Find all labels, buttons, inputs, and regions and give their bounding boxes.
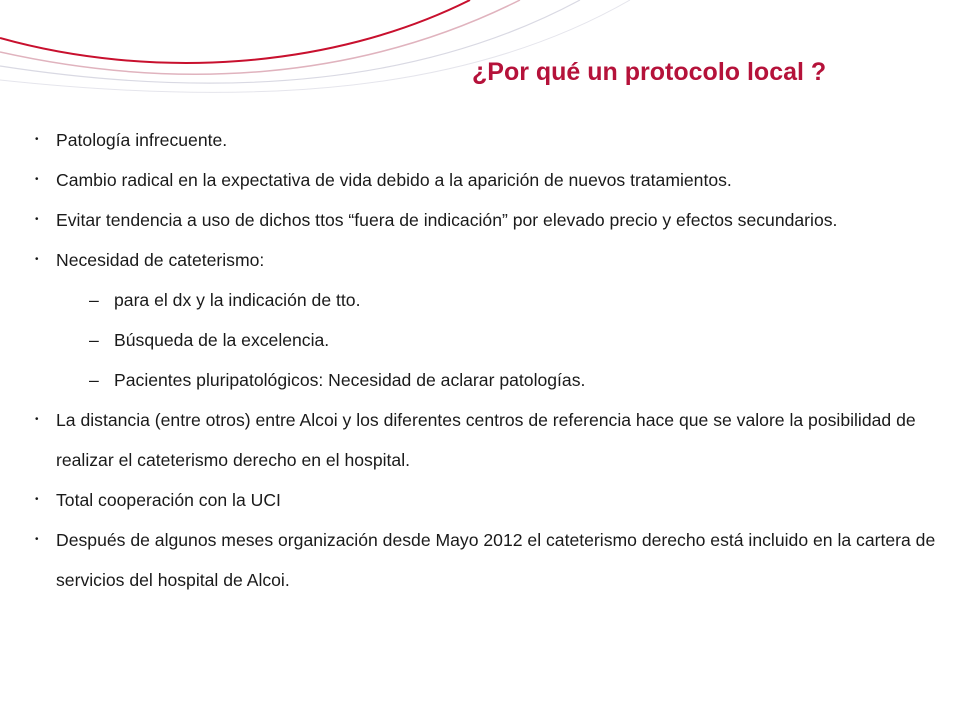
bullet-text: Después de algunos meses organización desde Mayo 2012 el cateterismo derecho está incluido en la cartera de servicios del hospital de Alcoi. xyxy=(56,530,936,590)
slide-title: ¿Por qué un protocolo local ? xyxy=(472,58,827,86)
bullet-text: Cambio radical en la expectativa de vida debido a la aparición de nuevos tratamientos. xyxy=(56,170,732,190)
bullet-marker: • xyxy=(35,214,39,225)
bullet-item xyxy=(34,240,954,280)
bullet-marker: • xyxy=(35,254,39,265)
bullet-marker: • xyxy=(35,414,39,425)
header-swoosh-decoration xyxy=(0,0,960,110)
bullet-text: Patología infrecuente. xyxy=(56,130,228,150)
bullet-item xyxy=(34,400,954,480)
bullet-item xyxy=(34,480,954,520)
bullet-text: Evitar tendencia a uso de dichos ttos “fuera de indicación” por elevado precio y efectos secundarios. xyxy=(56,210,838,230)
bullet-text: Total cooperación con la UCI xyxy=(56,490,281,510)
sub-bullet-item xyxy=(34,360,954,400)
sub-bullet-item xyxy=(34,280,954,320)
bullet-marker: • xyxy=(35,534,39,545)
sub-bullet-text: Búsqueda de la excelencia. xyxy=(114,330,330,350)
bullet-item xyxy=(34,120,954,160)
bullet-list xyxy=(34,120,954,600)
sub-bullet-text: Pacientes pluripatológicos: Necesidad de aclarar patologías. xyxy=(114,370,586,390)
sub-bullet-text: para el dx y la indicación de tto. xyxy=(114,290,361,310)
bullet-text: La distancia (entre otros) entre Alcoi y los diferentes centros de referencia hace que se valore la posibilidad de realizar el cateterismo derecho en el hospital. xyxy=(56,410,916,470)
bullet-text: Necesidad de cateterismo: xyxy=(56,250,265,270)
bullet-item xyxy=(34,200,954,240)
dash-marker: – xyxy=(89,370,99,390)
dash-marker: – xyxy=(89,290,99,310)
bullet-item xyxy=(34,160,954,200)
slide-body xyxy=(34,120,954,600)
bullet-marker: • xyxy=(35,494,39,505)
bullet-item xyxy=(34,520,954,600)
dash-marker: – xyxy=(89,330,99,350)
bullet-marker: • xyxy=(35,134,39,145)
sub-bullet-item xyxy=(34,320,954,360)
bullet-marker: • xyxy=(35,174,39,185)
